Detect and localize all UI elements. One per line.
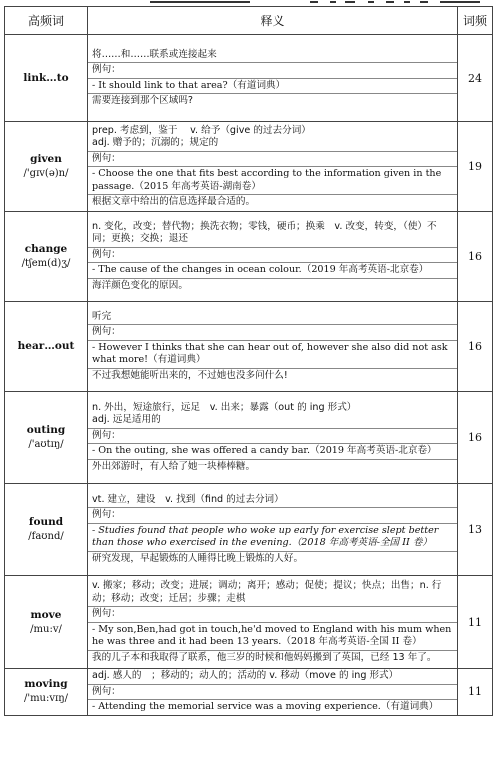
frequency-cell: 11 bbox=[458, 669, 493, 716]
word-cell bbox=[5, 576, 88, 669]
example-sentence: - My son,Ben,had got in touch,he'd moved to England with his mum when he was three and it had been 13 years.（2018 年高考英语-全国 II 卷） bbox=[88, 623, 457, 651]
definition-cell bbox=[88, 122, 458, 212]
definition-line: adj. 感人的 ；移动的；动人的；活动的 v. 移动（move 的 ing 形式） bbox=[88, 669, 457, 685]
definition-cell bbox=[88, 484, 458, 576]
table-row bbox=[5, 576, 493, 669]
vocabulary-table bbox=[4, 6, 493, 716]
translation-line: 外出郊游时，有人给了她一块棒棒糖。 bbox=[92, 460, 256, 472]
frequency-cell: 11 bbox=[458, 576, 493, 669]
example-label: 例句： bbox=[88, 429, 457, 445]
headword: given bbox=[30, 153, 62, 165]
table-row bbox=[5, 212, 493, 302]
example-sentence: - The cause of the changes in ocean colour.（2019 年高考英语-北京卷） bbox=[88, 263, 457, 279]
translation-line: 我的儿子本和我取得了联系，他三岁的时候和他妈妈搬到了英国，已经 13 年了。 bbox=[92, 651, 437, 663]
definition-line: 将……和……联系或连接起来 bbox=[88, 48, 457, 64]
word-cell bbox=[5, 302, 88, 392]
definition-line: 听完 bbox=[88, 310, 457, 326]
example-label: 例句： bbox=[88, 63, 457, 79]
example-label: 例句： bbox=[88, 248, 457, 264]
phonetic: /tʃem(d)ʒ/ bbox=[21, 258, 71, 269]
translation-line: 不过我想她能听出来的，不过她也没多问什么! bbox=[92, 369, 288, 381]
phonetic: /'gɪv(ə)n/ bbox=[23, 168, 69, 179]
headword: move bbox=[30, 608, 62, 621]
word-cell bbox=[5, 669, 88, 716]
header-frequency: 词频 bbox=[458, 7, 493, 35]
definition-cell bbox=[88, 576, 458, 669]
word-cell bbox=[5, 35, 88, 122]
phonetic: /'mu:vɪŋ/ bbox=[23, 693, 69, 705]
word-cell bbox=[5, 212, 88, 302]
headword: moving bbox=[24, 678, 68, 691]
example-sentence: - However I thinks that she can hear out of, however she also did not ask what more!（有道词典） bbox=[88, 341, 457, 369]
phonetic: /mu:v/ bbox=[30, 623, 62, 635]
table-row bbox=[5, 302, 493, 392]
definition-line: n. 外出，短途旅行，远足 v. 出来；暴露（out 的 ing 形式） adj. 远足适用的 bbox=[88, 401, 457, 429]
header-definition: 释义 bbox=[88, 7, 458, 35]
definition-line: n. 变化，改变；替代物；换洗衣物；零钱，硬币；换乘 v. 改变，转变，（使）不同；更换；交换；退还 bbox=[88, 220, 457, 248]
header-word: 高频词 bbox=[5, 7, 88, 35]
example-label: 例句： bbox=[88, 508, 457, 524]
definition-cell bbox=[88, 392, 458, 484]
frequency-cell: 13 bbox=[458, 484, 493, 576]
headword: hear…out bbox=[17, 340, 75, 352]
table-row bbox=[5, 392, 493, 484]
definition-cell bbox=[88, 302, 458, 392]
frequency-cell: 19 bbox=[458, 122, 493, 212]
definition-line: prep. 考虑到，鉴于 v. 给予（give 的过去分词） adj. 赠予的；沉溺的；规定的 bbox=[88, 124, 457, 152]
example-sentence: - On the outing, she was offered a candy bar.（2019 年高考英语-北京卷） bbox=[88, 444, 457, 460]
example-label: 例句： bbox=[88, 685, 457, 701]
definition-line: v. 搬家；移动；改变；进展；调动；离开；感动；促使；提议；快点；出售；n. 行动；移动；改变；迁居；步骤；走棋 bbox=[88, 579, 457, 607]
frequency-cell: 24 bbox=[458, 35, 493, 122]
example-sentence: - Attending the memorial service was a moving experience.（有道词典） bbox=[92, 701, 439, 712]
word-cell bbox=[5, 392, 88, 484]
definition-cell bbox=[88, 35, 458, 122]
example-label: 例句： bbox=[88, 152, 457, 168]
definition-line: vt. 建立，建设 v. 找到（find 的过去分词） bbox=[88, 493, 457, 509]
table-body bbox=[5, 35, 493, 716]
example-label: 例句： bbox=[88, 325, 457, 341]
translation-line: 根据文章中给出的信息选择最合适的。 bbox=[92, 196, 256, 207]
example-label: 例句： bbox=[88, 607, 457, 623]
definition-cell bbox=[88, 669, 458, 716]
table-row bbox=[5, 122, 493, 212]
table-row bbox=[5, 669, 493, 716]
headword: found bbox=[28, 516, 64, 528]
frequency-cell: 16 bbox=[458, 212, 493, 302]
headword: outing bbox=[26, 424, 66, 436]
phonetic: /'aʊtɪŋ/ bbox=[28, 439, 64, 450]
table-row bbox=[5, 484, 493, 576]
example-sentence: - It should link to that area?（有道词典） bbox=[88, 79, 457, 95]
headword: change bbox=[24, 243, 68, 255]
top-cut-rule bbox=[0, 0, 497, 5]
frequency-cell: 16 bbox=[458, 302, 493, 392]
translation-line: 海洋颜色变化的原因。 bbox=[92, 279, 188, 291]
table-header-row bbox=[5, 7, 493, 35]
table-row bbox=[5, 35, 493, 122]
headword: link…to bbox=[23, 71, 69, 84]
translation-line: 需要连接到那个区域吗? bbox=[92, 95, 194, 106]
definition-cell bbox=[88, 212, 458, 302]
word-cell bbox=[5, 484, 88, 576]
translation-line: 研究发现，早起锻炼的人睡得比晚上锻炼的人好。 bbox=[92, 552, 304, 564]
phonetic: /faʊnd/ bbox=[28, 531, 64, 542]
frequency-cell: 16 bbox=[458, 392, 493, 484]
example-sentence: - Studies found that people who woke up early for exercise slept better than those who exercised in the evening.（2018 年高考英语-全国 II 卷） bbox=[88, 524, 457, 552]
word-cell bbox=[5, 122, 88, 212]
example-sentence: - Choose the one that fits best according to the information given in the passage.（2015 年高考英语-湖南卷） bbox=[88, 167, 457, 195]
